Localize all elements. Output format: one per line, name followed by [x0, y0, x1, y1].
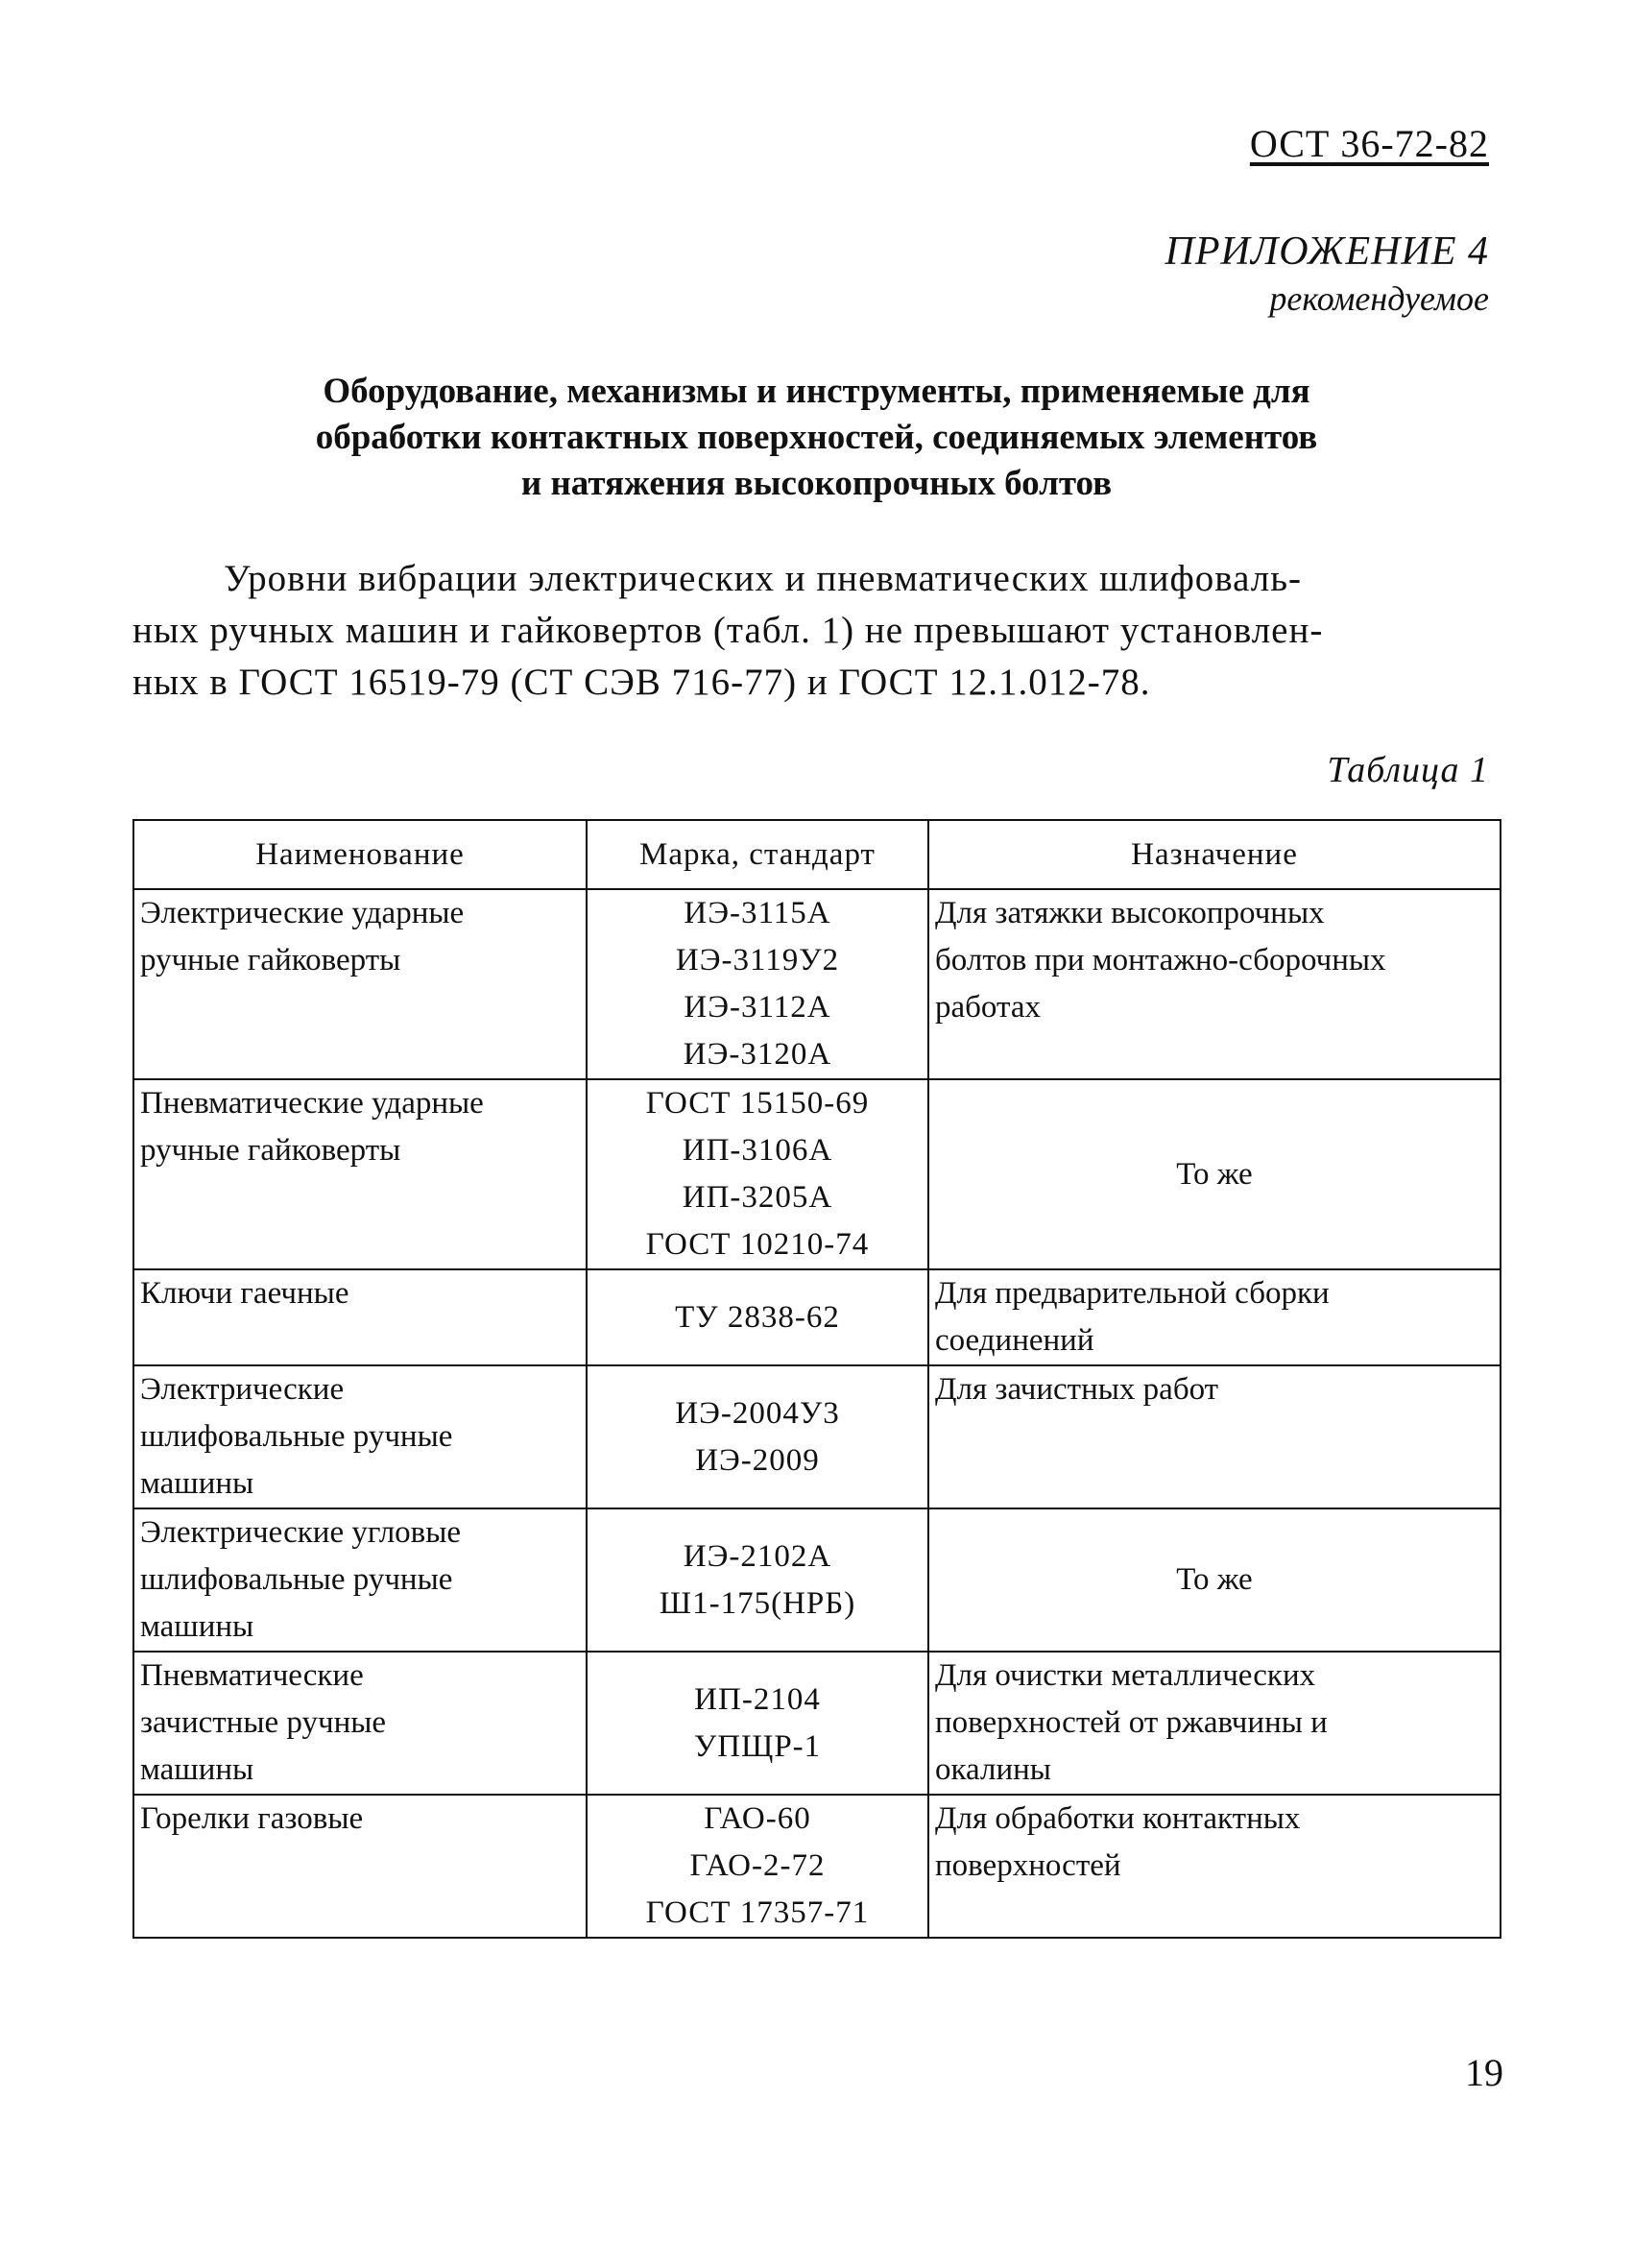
body-paragraph — [132, 553, 1484, 709]
table-row — [133, 889, 1501, 1079]
cell-name: Пневматические зачистные ручные машины — [133, 1652, 587, 1795]
title-line: обработки контактных поверхностей, соединяемых элементов — [315, 418, 1318, 457]
cell-mark: ТУ 2838-62 — [587, 1269, 928, 1365]
equipment-table — [132, 819, 1501, 1939]
appendix-note: рекомендуемое — [1269, 279, 1489, 318]
table-row — [133, 1795, 1501, 1938]
table-row — [133, 1269, 1501, 1365]
cell-name: Электрические шлифовальные ручные машины — [133, 1365, 587, 1508]
page-number: 19 — [1465, 2051, 1503, 2094]
header-purpose: Назначение — [928, 820, 1501, 889]
paragraph-line: Уровни вибрации электрических и пневматических шлифоваль- — [224, 558, 1303, 599]
cell-name: Пневматические ударные ручные гайковерты — [133, 1079, 587, 1269]
cell-mark: ИЭ-2004У3 ИЭ-2009 — [587, 1365, 928, 1508]
cell-mark: ИЭ-2102А Ш1-175(НРБ) — [587, 1508, 928, 1652]
title-line: Оборудование, механизмы и инструменты, применяемые для — [323, 372, 1310, 411]
cell-name: Ключи гаечные — [133, 1269, 587, 1365]
cell-purpose: То же — [928, 1079, 1501, 1269]
cell-purpose: Для зачистных работ — [928, 1365, 1501, 1508]
table-header-row — [133, 820, 1501, 889]
header-mark: Марка, стандарт — [587, 820, 928, 889]
paragraph-line: ных ручных машин и гайковертов (табл. 1) не превышают установлен- — [132, 610, 1324, 651]
table-row — [133, 1508, 1501, 1652]
cell-name: Электрические угловые шлифовальные ручные машины — [133, 1508, 587, 1652]
title-line: и натяжения высокопрочных болтов — [520, 464, 1113, 503]
section-title — [144, 369, 1489, 507]
cell-mark: ИП-2104 УПЩР-1 — [587, 1652, 928, 1795]
cell-name: Горелки газовые — [133, 1795, 587, 1938]
cell-mark: ГОСТ 15150-69 ИП-3106А ИП-3205А ГОСТ 10210-74 — [587, 1079, 928, 1269]
cell-mark: ГАО-60 ГАО-2-72 ГОСТ 17357-71 — [587, 1795, 928, 1938]
table-caption: Таблица 1 — [1327, 750, 1489, 790]
table-row — [133, 1365, 1501, 1508]
appendix-label: ПРИЛОЖЕНИЕ 4 — [1165, 229, 1489, 274]
cell-purpose: Для затяжки высокопрочных болтов при монтажно-сборочных работах — [928, 889, 1501, 1079]
cell-purpose: Для очистки металлических поверхностей от ржавчины и окалины — [928, 1652, 1501, 1795]
appendix-block — [1165, 227, 1489, 321]
table-row — [133, 1652, 1501, 1795]
cell-mark: ИЭ-3115А ИЭ-3119У2 ИЭ-3112А ИЭ-3120А — [587, 889, 928, 1079]
paragraph-line: ных в ГОСТ 16519-79 (СТ СЭВ 716-77) и ГОСТ 12.1.012-78. — [132, 662, 1151, 703]
cell-purpose: То же — [928, 1508, 1501, 1652]
cell-purpose: Для обработки контактных поверхностей — [928, 1795, 1501, 1938]
header-name: Наименование — [133, 820, 587, 889]
cell-name: Электрические ударные ручные гайковерты — [133, 889, 587, 1079]
table-row — [133, 1079, 1501, 1269]
document-code: ОСТ 36-72-82 — [1249, 122, 1489, 165]
cell-purpose: Для предварительной сборки соединений — [928, 1269, 1501, 1365]
